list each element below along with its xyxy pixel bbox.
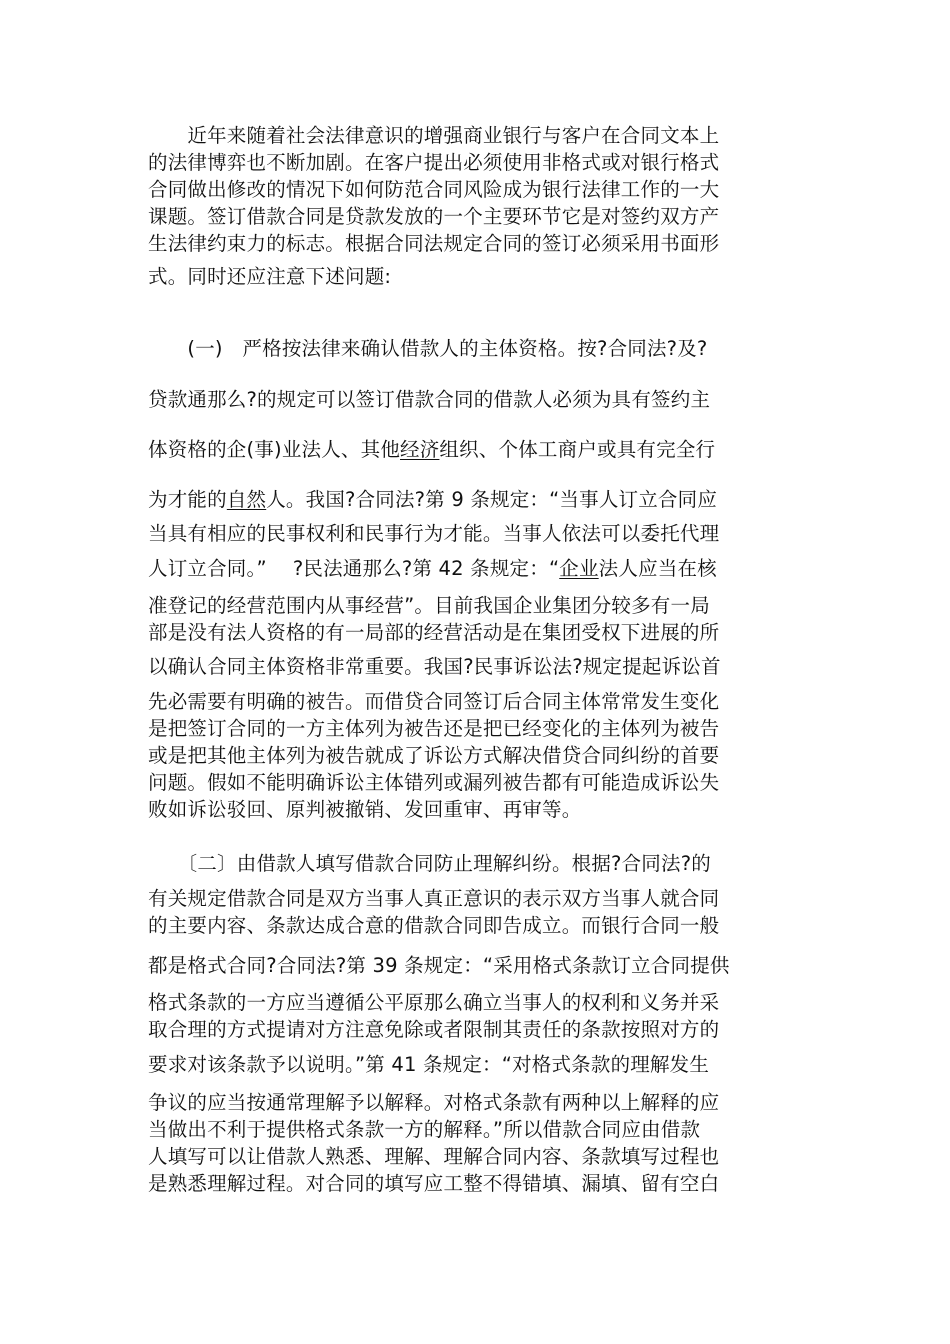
paragraph-1-line-2: 的法律博弈也不断加剧。在客户提出必须使用非格式或对银行格式: [148, 151, 720, 174]
section-1-line-5: 当具有相应的民事权利和民事行为才能。当事人依法可以委托代理: [148, 522, 720, 545]
paragraph-1-line-5: 生法律约束力的标志。根据合同法规定合同的签订必须采用书面形: [148, 232, 720, 255]
section-2-line-10: 人填写可以让借款人熟悉、理解、理解合同内容、条款填写过程也: [148, 1145, 720, 1168]
section-1-line-9: 以确认合同主体资格非常重要。我国?民事诉讼法?规定提起诉讼首: [148, 655, 721, 678]
section-1-line-12: 或是把其他主体列为被告就成了诉讼方式解决借贷合同纠纷的首要: [148, 744, 720, 767]
section-1-line-3-tail: 组织、个体工商户或具有完全行: [439, 438, 716, 461]
paragraph-1-line-4: 课题。签订借款合同是贷款发放的一个主要环节它是对签约双方产: [148, 205, 720, 228]
section-1-line-3: [148, 437, 808, 463]
section-1-line-2: 贷款通那么?的规定可以签订借款合同的借款人必须为具有签约主: [148, 388, 711, 411]
section-2-line-5: 格式条款的一方应当遵循公平原那么确立当事人的权利和义务并采: [148, 991, 720, 1014]
section-1-line-13: 问题。假如不能明确诉讼主体错列或漏列被告都有可能造成诉讼失: [148, 771, 720, 794]
section-1-line-6: [148, 556, 808, 582]
section-2-line-11: 是熟悉理解过程。对合同的填写应工整不得错填、漏填、留有空白: [148, 1172, 720, 1195]
section-1-line-6-text: 人订立合同。” ?民法通那么?第 42 条规定：“: [148, 557, 560, 580]
economy-link[interactable]: 经济: [400, 438, 440, 461]
natural-person-link[interactable]: 自然: [226, 488, 267, 511]
section-2-heading-line: 〔二〕由借款人填写借款合同防止理解纠纷。根据?合同法?的: [148, 852, 711, 875]
section-1-line-4-text: 为才能的: [148, 488, 227, 511]
section-1-line-6-tail: 法人应当在核: [598, 557, 717, 580]
paragraph-1-line-3: 合同做出修改的情况下如何防范合同风险成为银行法律工作的一大: [148, 178, 720, 201]
section-2-line-9: 当做出不利于提供格式条款一方的解释。”所以借款合同应由借款: [148, 1118, 701, 1141]
section-1-line-10: 先必需要有明确的被告。而借贷合同签订后合同主体常常发生变化: [148, 690, 720, 713]
section-1-line-11: 是把签订合同的一方主体列为被告还是把已经变化的主体列为被告: [148, 717, 720, 740]
section-2-line-6: 取合理的方式提请对方注意免除或者限制其责任的条款按照对方的: [148, 1018, 720, 1041]
section-1-heading-line: (一) 严格按法律来确认借款人的主体资格。按?合同法?及?: [148, 337, 708, 360]
paragraph-1-line-1: 近年来随着社会法律意识的增强商业银行与客户在合同文本上: [148, 124, 720, 147]
paragraph-1-line-6: 式。同时还应注意下述问题:: [148, 265, 392, 288]
section-1-line-14: 败如诉讼驳回、原判被撤销、发回重审、再审等。: [148, 798, 582, 821]
section-2-line-7: 要求对该条款予以说明。”第 41 条规定：“对格式条款的理解发生: [148, 1053, 710, 1076]
section-1-line-7: 准登记的经营范围内从事经营”。目前我国企业集团分较多有一局: [148, 594, 710, 617]
enterprise-link[interactable]: 企业: [559, 557, 599, 580]
section-1-line-4-tail: 人。我国?合同法?第 9 条规定：“当事人订立合同应: [266, 488, 718, 511]
section-2-line-2: 有关规定借款合同是双方当事人真正意识的表示双方当事人就合同: [148, 887, 720, 910]
section-1-line-3-text: 体资格的企(事)业法人、其他: [148, 438, 401, 461]
section-2-line-4: 都是格式合同?合同法?第 39 条规定：“采用格式条款订立合同提供: [148, 954, 730, 977]
section-1-line-4: [148, 487, 808, 513]
section-2-line-8: 争议的应当按通常理解予以解释。对格式条款有两种以上解释的应: [148, 1091, 720, 1114]
section-1-line-8: 部是没有法人资格的有一局部的经营活动是在集团受权下进展的所: [148, 621, 720, 644]
section-2-line-3: 的主要内容、条款达成合意的借款合同即告成立。而银行合同一般: [148, 914, 720, 937]
